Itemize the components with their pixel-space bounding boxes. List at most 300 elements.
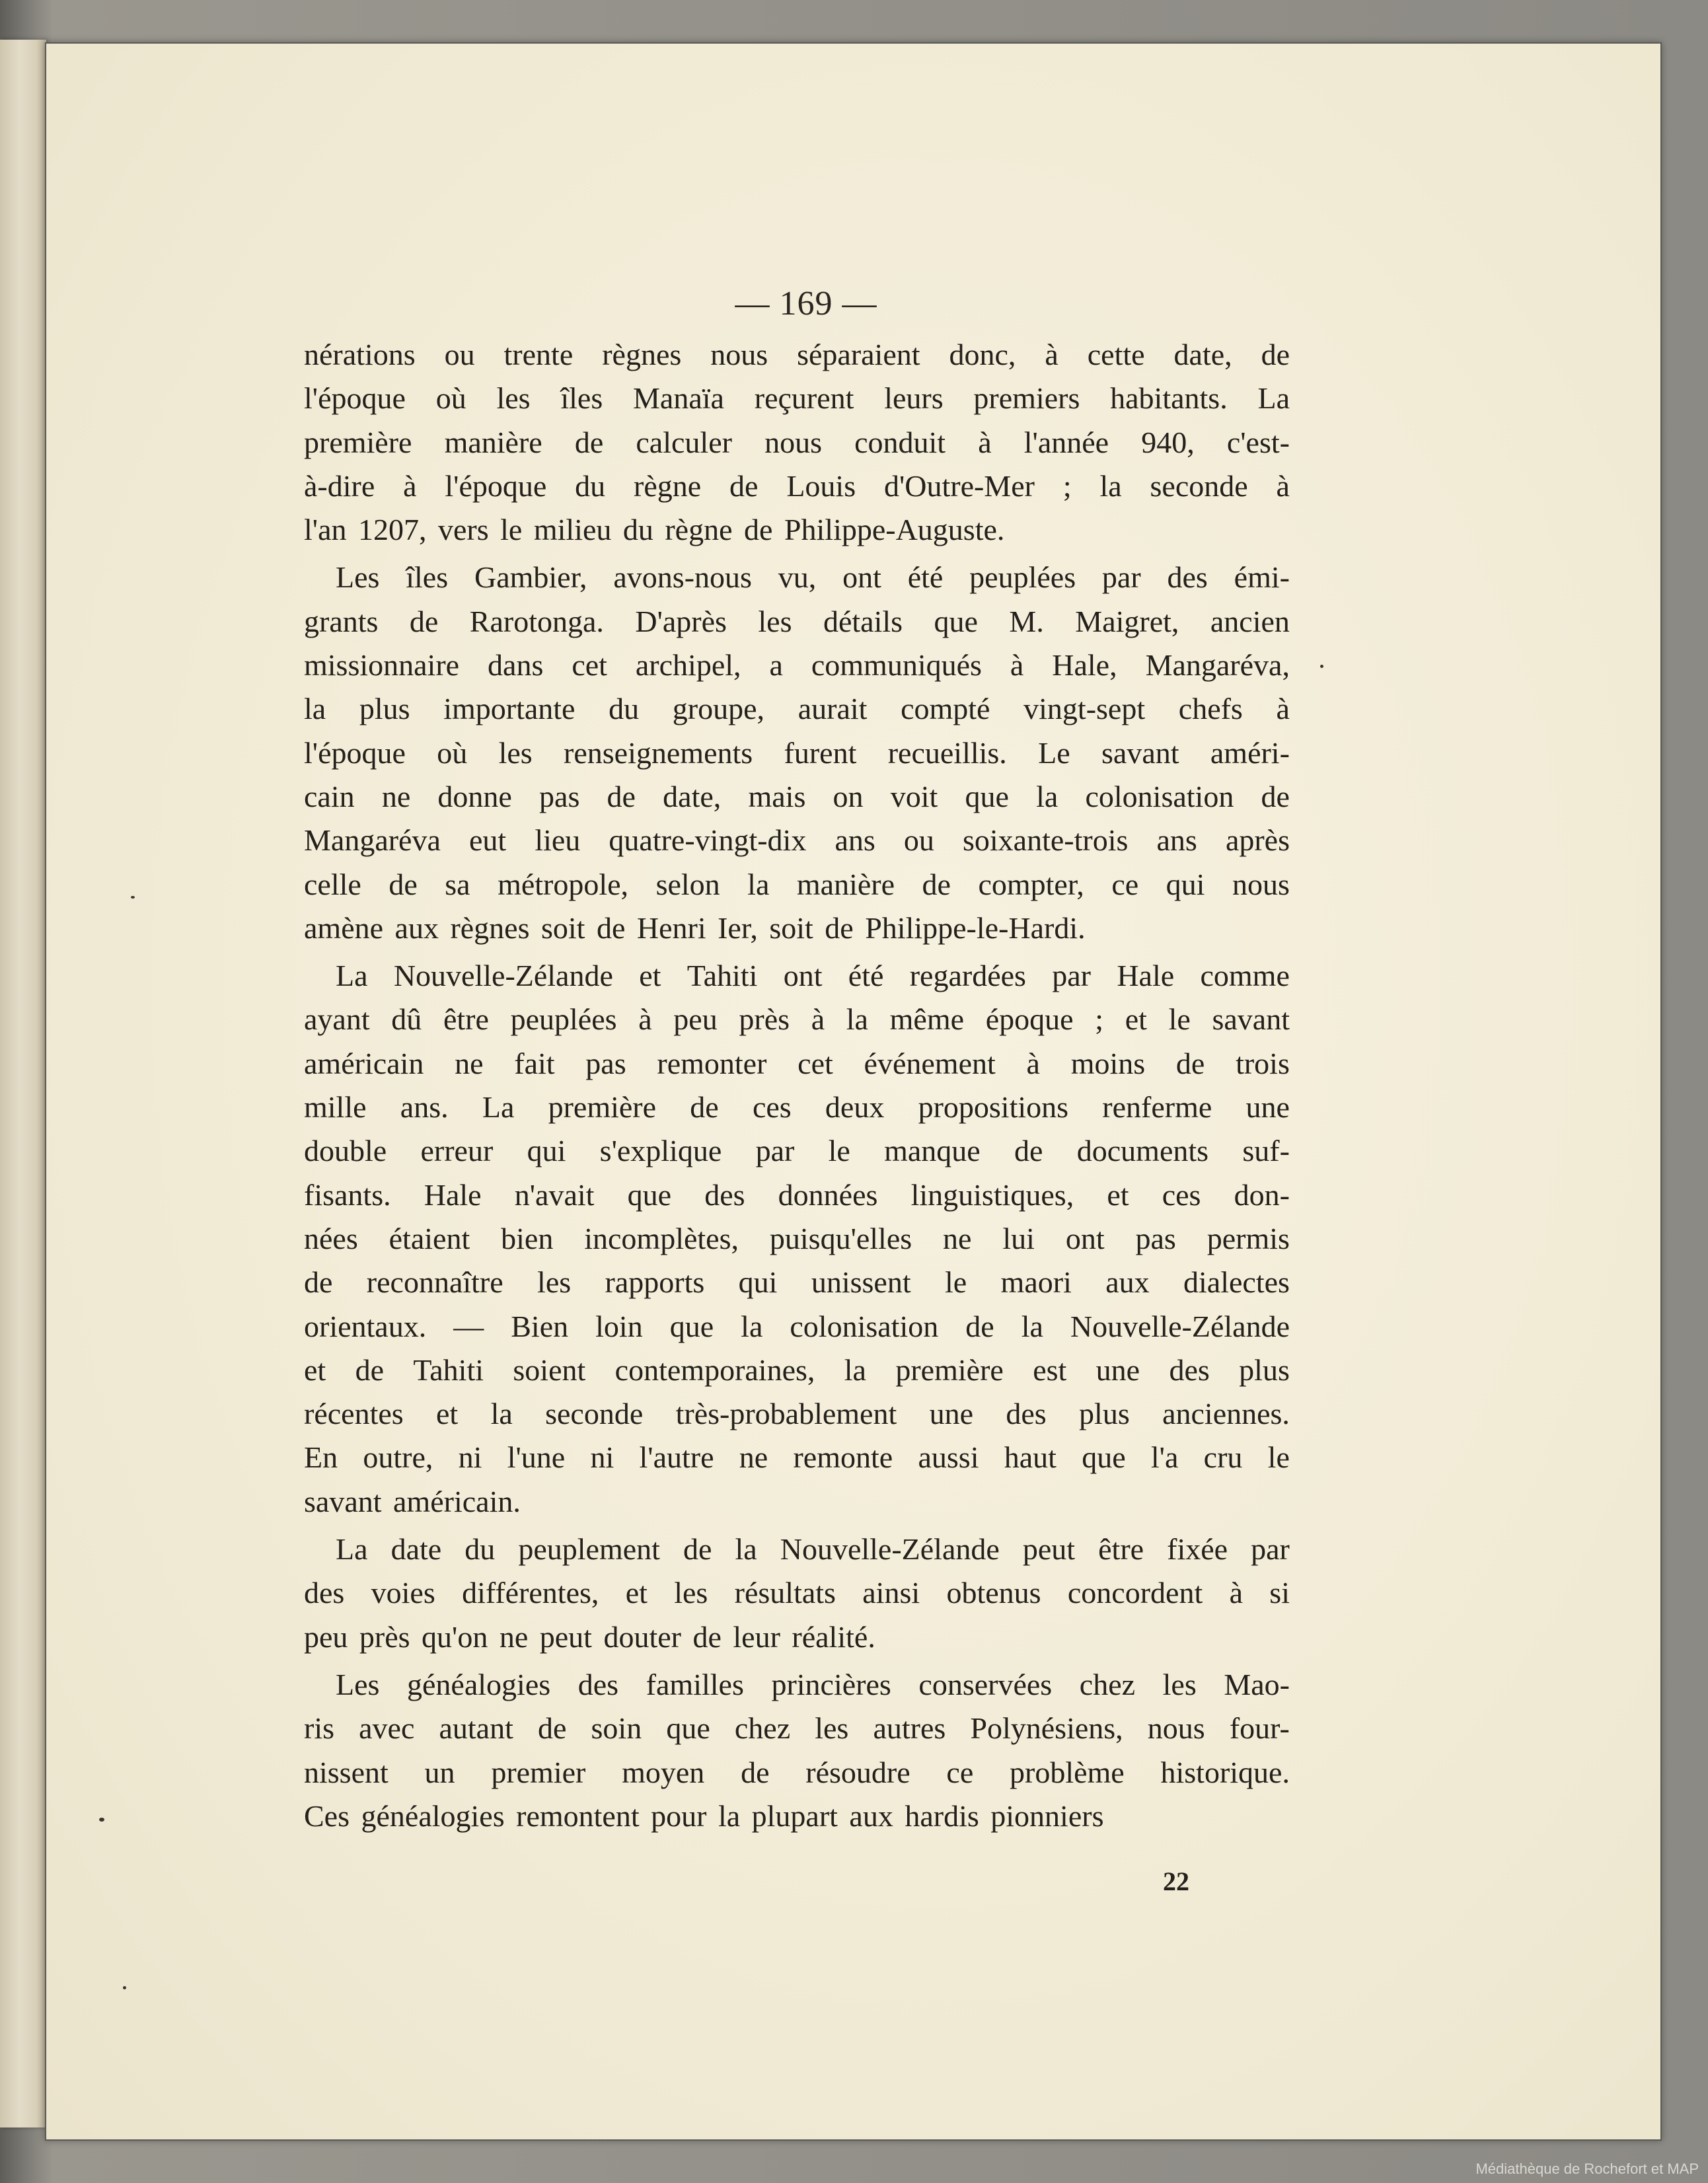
word: par [755,1134,795,1168]
word: trente [503,338,574,371]
word: familles [646,1667,744,1701]
text-line [304,1663,1290,1707]
word: du [464,1532,496,1567]
word: rapports [605,1265,705,1300]
word: la [1036,779,1058,813]
word: La [1257,381,1290,416]
word: de [538,1711,567,1746]
word: Tahiti [413,1352,484,1387]
word: ans [835,823,875,858]
text-line [304,1129,1290,1173]
word: peut [1022,1532,1076,1567]
word: de [1175,1046,1205,1080]
word: ; [1062,468,1072,503]
word: les [537,1265,572,1300]
word: ne [739,1440,768,1475]
word: ne [943,1221,972,1255]
word: 940, [1141,425,1195,459]
word: four- [1229,1711,1290,1746]
word: Tahiti [687,959,758,993]
word: savant [1212,1002,1290,1037]
word: leurs [884,381,944,416]
text-line [304,775,1290,819]
printer-signature-mark: 22 [1163,1867,1189,1896]
word: historique. [1160,1755,1290,1789]
word: Les [336,560,380,595]
word: de [741,1755,770,1789]
word: première [304,425,412,459]
word: concordent [1067,1576,1203,1610]
word: orientaux. [304,1309,427,1343]
word: la [490,1397,513,1431]
word: sa [445,867,470,901]
word: les [674,1576,708,1610]
word: selon [655,867,720,901]
word: Nouvelle-Zélande [780,1532,1000,1567]
word: différentes, [462,1576,599,1610]
word: peuplées [969,560,1076,595]
word: est [1033,1352,1067,1387]
word: ni [458,1440,482,1475]
word: lieu [535,823,581,858]
word: une [1095,1352,1140,1387]
word: généalogies [407,1667,551,1701]
word: s'explique [599,1134,722,1168]
word: ; [1095,1002,1104,1037]
word: cru [1203,1440,1243,1475]
word: pas [585,1046,626,1080]
word: renseignements [564,735,753,770]
word: été [907,560,944,595]
word: voit [890,779,938,813]
word: plus [359,692,410,726]
text-line [304,464,1290,508]
word: dû [391,1002,422,1037]
word: seconde [1150,468,1248,503]
word: anciennes. [1162,1397,1290,1431]
word: seconde [545,1397,644,1431]
word: Hale, [1052,648,1117,683]
text-line: l'an 1207, vers le milieu du règne de Philippe-Auguste. [304,513,1005,547]
word: aux [1105,1265,1150,1300]
word: ainsi [862,1576,920,1610]
text-line [304,421,1290,464]
word: D'après [635,604,727,638]
word: compter, [978,867,1084,901]
word: erreur [420,1134,494,1168]
word: cain [304,779,355,813]
word: ans. [400,1090,449,1125]
text-line [304,333,1290,377]
word: à [978,425,992,459]
word: voies [371,1576,435,1610]
word: Les [336,1667,380,1701]
word: contemporaines, [614,1352,815,1387]
word: dans [488,648,544,683]
word: Bien [511,1309,569,1343]
word: regardées [909,959,1026,993]
word: Gambier, [474,560,587,595]
text-line [304,687,1290,731]
word: obtenus [946,1576,1041,1610]
word: manque [884,1134,981,1168]
word: la [844,1352,866,1387]
word: La [336,1532,368,1567]
word: incomplètes, [584,1221,739,1255]
word: chefs [1178,692,1243,726]
word: conservées [918,1667,1053,1701]
word: que [1082,1440,1126,1475]
word: autant [439,1711,513,1746]
word: on [833,779,864,813]
word: qui [1166,867,1205,901]
word: même [889,1002,965,1037]
word: des [577,1667,619,1701]
word: moins [1070,1046,1146,1080]
word: Mao- [1224,1667,1290,1701]
word: peu [673,1002,718,1037]
word: îles [560,381,603,416]
word: propositions [918,1090,1069,1125]
word: détails [823,604,903,638]
word: cet [572,648,607,683]
word: la [741,1309,763,1343]
word: soixante-trois [962,823,1129,858]
word: le [1267,1440,1290,1475]
text-line: Ces généalogies remontent pour la plupart aux hardis pionniers [304,1798,1104,1833]
word: la [747,867,770,901]
text-line [304,1436,1290,1479]
word: époque [985,1002,1074,1037]
paper-speck [123,1986,126,1989]
word: archipel, [635,648,741,683]
word: ont [783,959,823,993]
text-line: savant américain. [304,1484,521,1518]
word: que [669,1309,714,1343]
word: manière [796,867,895,901]
word: chez [1079,1667,1136,1701]
word: renferme [1102,1090,1212,1125]
word: l'époque [304,381,406,416]
word: ont [1065,1221,1105,1255]
word: En [304,1440,338,1475]
word: reçurent [754,381,854,416]
word: a [769,648,783,683]
word: l'époque [445,468,547,503]
text-line [304,1392,1290,1436]
word: où [437,735,468,770]
text-line [304,1173,1290,1217]
word: double [304,1134,387,1168]
word: trois [1236,1046,1290,1080]
word: Polynésiens, [970,1711,1123,1746]
word: fait [514,1046,555,1080]
word: à [1276,692,1290,726]
word: ou [444,338,475,371]
word: plus [1239,1352,1290,1387]
word: de [965,1309,994,1343]
word: unissent [811,1265,911,1300]
word: colonisation [790,1309,939,1343]
word: — [453,1309,484,1343]
word: données [778,1177,878,1212]
word: des [1169,1352,1210,1387]
word: règne [634,468,702,503]
paper-speck [99,1818,104,1822]
text-line: amène aux règnes soit de Henri Ier, soit de Philippe-le-Hardi. [304,910,1086,945]
word: dialectes [1183,1265,1290,1300]
word: documents [1076,1134,1209,1168]
body-text [304,333,1290,1838]
word: que [934,604,978,638]
library-watermark: Médiathèque de Rochefort et MAP [1475,2161,1699,2177]
word: La [336,959,368,993]
word: date [390,1532,442,1567]
text-line [304,1707,1290,1750]
word: ris [304,1711,334,1746]
word: Mangaréva, [1145,648,1290,683]
word: la [304,692,326,726]
word: habitants. [1110,381,1228,416]
word: métropole, [498,867,629,901]
paper-speck [131,896,135,899]
word: celle [304,867,361,901]
word: première [548,1090,657,1125]
word: linguistiques, [910,1177,1074,1212]
word: puisqu'elles [769,1221,912,1255]
word: un [424,1755,455,1789]
word: ne [455,1046,484,1080]
word: l'année [1023,425,1109,459]
word: et [304,1352,326,1387]
text-line [304,1571,1290,1615]
word: problème [1010,1755,1125,1789]
word: améri- [1210,735,1290,770]
word: Rarotonga. [469,604,604,638]
word: ne [381,779,411,813]
word: les [1162,1667,1197,1701]
word: ayant [304,1002,370,1037]
word: vingt-sept [1023,692,1146,726]
word: de [690,1090,719,1125]
word: de [729,468,759,503]
word: ce [1111,867,1139,901]
word: îles [406,560,449,595]
word: par [1052,959,1091,993]
word: qui [738,1265,778,1300]
word: l'a [1150,1440,1179,1475]
word: comme [1200,959,1290,993]
text-line [304,1751,1290,1794]
word: Nouvelle-Zélande [393,959,613,993]
word: Nouvelle-Zélande [1070,1309,1290,1343]
word: du [575,468,606,503]
word: Mangaréva [304,823,441,858]
word: don- [1234,1177,1290,1212]
word: l'époque [304,735,406,770]
word: à [1010,648,1024,683]
word: premiers [973,381,1080,416]
word: de [922,867,951,901]
word: l'autre [639,1440,714,1475]
word: savant [1101,735,1179,770]
word: recueillis. [887,735,1007,770]
text-line [304,1217,1290,1261]
word: le [944,1265,967,1300]
word: moyen [622,1755,705,1789]
word: La [482,1090,515,1125]
word: que [965,779,1009,813]
word: les [758,604,792,638]
word: des [1167,560,1208,595]
word: la [846,1002,868,1037]
word: peuplement [518,1532,660,1567]
word: de [304,1265,333,1300]
word: de [1014,1134,1043,1168]
word: d'Outre-Mer [883,468,1035,503]
word: de [607,779,636,813]
text-line [304,1349,1290,1392]
word: ancien [1210,604,1290,638]
word: nées [304,1221,358,1255]
word: les [498,735,533,770]
word: après [1225,823,1290,858]
word: aussi [918,1440,979,1475]
word: ou [903,823,934,858]
word: qui [527,1134,566,1168]
text-line [304,1261,1290,1304]
word: des [304,1576,345,1610]
word: furent [784,735,857,770]
word: date, [663,779,722,813]
word: de [574,425,604,459]
word: à [403,468,417,503]
word: les [496,381,531,416]
word: de [355,1352,384,1387]
word: à [638,1002,652,1037]
word: Le [1038,735,1070,770]
word: princières [771,1667,891,1701]
word: et [1107,1177,1129,1212]
word: donne [437,779,512,813]
word: ont [842,560,881,595]
word: nérations [304,338,416,371]
word: communiqués [811,648,982,683]
word: missionnaire [304,648,460,683]
word: le [828,1134,850,1168]
word: suf- [1242,1134,1290,1168]
word: Louis [786,468,856,503]
word: nous [764,425,822,459]
word: émi- [1234,560,1290,595]
word: donc, [949,338,1016,371]
word: ces [1162,1177,1201,1212]
word: remonter [657,1046,767,1080]
word: manière [444,425,542,459]
word: séparaient [797,338,920,371]
word: grants [304,604,379,638]
word: et [436,1397,459,1431]
word: à-dire [304,468,375,503]
word: première [895,1352,1004,1387]
word: des [704,1177,745,1212]
word: M. [1009,604,1044,638]
word: peuplées [510,1002,617,1037]
text-line [304,998,1290,1041]
word: que [666,1711,710,1746]
word: fisants. [304,1177,391,1212]
word: ces [752,1090,792,1125]
word: outre, [363,1440,433,1475]
word: compté [901,692,990,726]
word: de [1261,338,1290,371]
word: Manaïa [633,381,724,416]
word: nous [1147,1711,1205,1746]
word: et [639,959,661,993]
word: de [1261,779,1290,813]
word: américain [304,1046,424,1080]
word: que [627,1177,672,1212]
word: vu, [778,560,817,595]
word: eut [469,823,507,858]
word: où [435,381,466,416]
word: si [1269,1576,1290,1610]
word: n'avait [514,1177,595,1212]
word: règnes [602,338,682,371]
word: cet [798,1046,833,1080]
word: le [1168,1002,1191,1037]
word: une [929,1397,974,1431]
word: reconnaître [366,1265,503,1300]
word: quatre-vingt-dix [609,823,807,858]
word: récentes [304,1397,404,1431]
page-number: — 169 — [735,285,877,322]
word: résultats [734,1576,836,1610]
word: nous [1232,867,1290,901]
word: Hale [424,1177,482,1212]
text-line: peu près qu'on ne peut douter de leur réalité. [304,1619,875,1654]
text-line [304,644,1290,687]
word: permis [1207,1221,1290,1255]
word: par [1101,560,1141,595]
word: des [1006,1397,1047,1431]
word: autres [873,1711,946,1746]
word: deux [825,1090,885,1125]
word: calculer [636,425,732,459]
word: nissent [304,1755,389,1789]
paper-speck [1320,665,1323,668]
word: la [1099,468,1122,503]
word: ce [946,1755,974,1789]
word: de [683,1532,712,1567]
text-line [304,1086,1290,1129]
word: du [609,692,640,726]
word: l'une [507,1440,566,1475]
word: c'est- [1226,425,1290,459]
word: ni [590,1440,614,1475]
text-line [304,863,1290,906]
word: lui [1002,1221,1035,1255]
word: groupe, [672,692,765,726]
word: une [1245,1090,1290,1125]
word: date, [1173,338,1232,371]
word: plus [1079,1397,1130,1431]
word: à [811,1002,825,1037]
word: pas [1135,1221,1176,1255]
word: Hale [1117,959,1175,993]
word: haut [1004,1440,1057,1475]
word: à [1276,468,1290,503]
